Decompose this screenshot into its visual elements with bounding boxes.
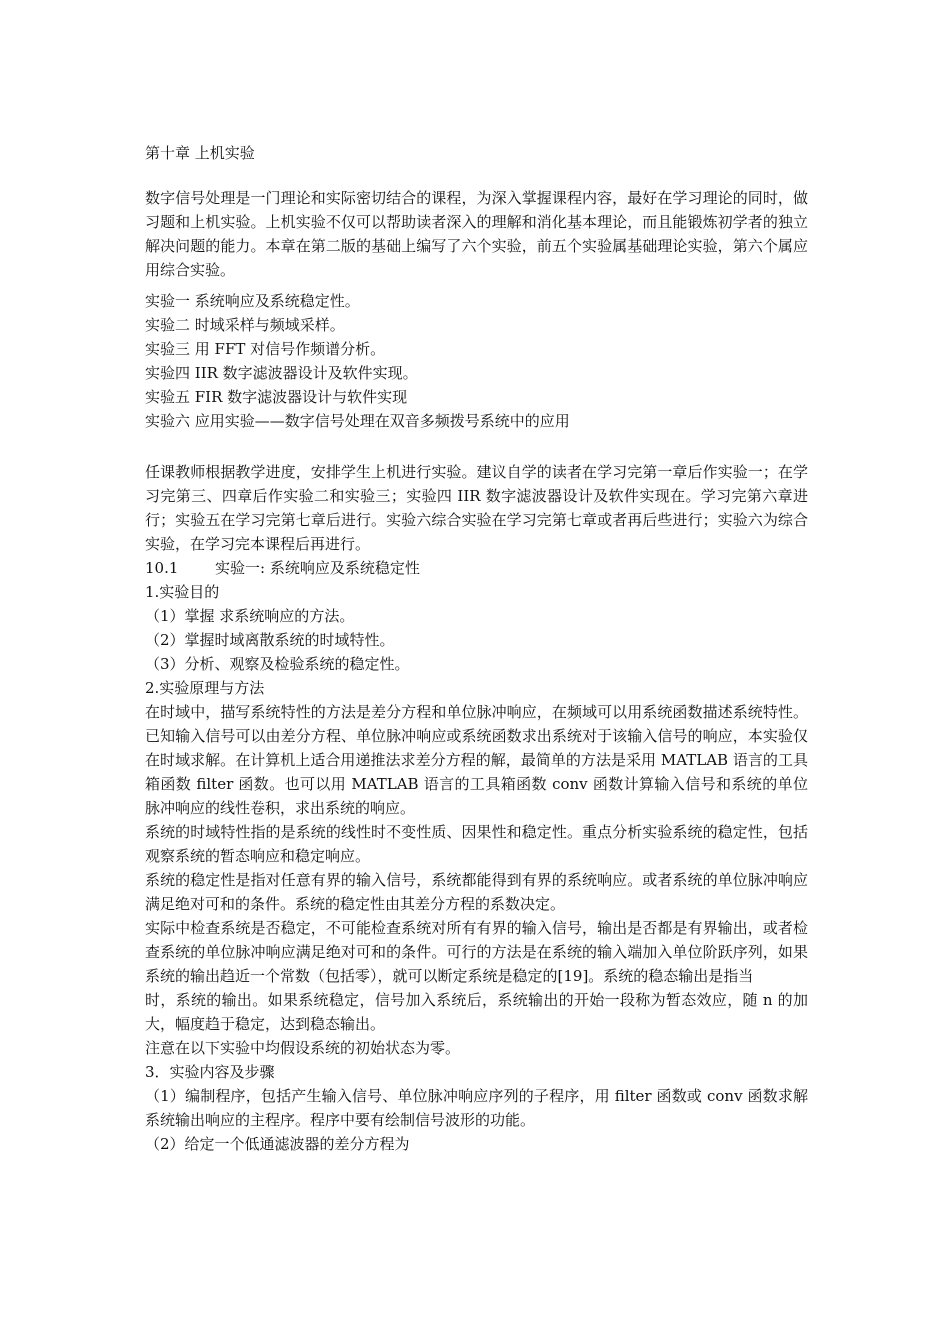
purpose-item: （2）掌握时域离散系统的时域特性。 xyxy=(145,631,395,649)
principle-paragraph: 时，系统的输出。如果系统稳定，信号加入系统后，系统输出的开始一段称为暂态效应，随 n 的加大，幅度趋于稳定，达到稳态输出。 xyxy=(145,991,808,1033)
section-number: 10.1 xyxy=(145,559,179,577)
experiment-list xyxy=(145,289,808,433)
chapter-title-block xyxy=(145,141,808,165)
purpose-item: （3）分析、观察及检验系统的稳定性。 xyxy=(145,655,410,673)
principle-paragraph: 在时域中，描写系统特性的方法是差分方程和单位脉冲响应，在频域可以用系统函数描述系统特性。已知输入信号可以由差分方程、单位脉冲响应或系统函数求出系统对于该输入信号的响应，本实验仅在时域求解。在计算机上适合用递推法求差分方程的解，最简单的方法是采用 MATLAB 语言的工具箱函数 filter 函数。也可以用 MATLAB 语言的工具箱函数 conv 函数计算输入信号和系统的单位脉冲响应的线性卷积，求出系统的响应。 xyxy=(145,703,808,817)
principle-heading: 2.实验原理与方法 xyxy=(145,679,265,697)
content-item: （2）给定一个低通滤波器的差分方程为 xyxy=(145,1135,410,1153)
content-heading: 3．实验内容及步骤 xyxy=(145,1063,275,1081)
main-body xyxy=(145,460,808,1156)
intro-block xyxy=(145,186,808,282)
principle-paragraph: 系统的稳定性是指对任意有界的输入信号，系统都能得到有界的系统响应。或者系统的单位脉冲响应满足绝对可和的条件。系统的稳定性由其差分方程的系数决定。 xyxy=(145,871,808,913)
intro-paragraph: 数字信号处理是一门理论和实际密切结合的课程，为深入掌握课程内容，最好在学习理论的同时，做习题和上机实验。上机实验不仅可以帮助读者深入的理解和消化基本理论，而且能锻炼初学者的独立解决问题的能力。本章在第二版的基础上编写了六个实验，前五个实验属基础理论实验，第六个属应用综合实验。 xyxy=(145,189,808,279)
purpose-item: （1）掌握 求系统响应的方法。 xyxy=(145,607,355,625)
experiment-item: 实验四 IIR 数字滤波器设计及软件实现。 xyxy=(145,364,418,382)
principle-paragraph: 系统的时域特性指的是系统的线性时不变性质、因果性和稳定性。重点分析实验系统的稳定性，包括观察系统的暂态响应和稳定响应。 xyxy=(145,823,808,865)
experiment-item: 实验五 FIR 数字滤波器设计与软件实现 xyxy=(145,388,408,406)
experiment-item: 实验六 应用实验——数字信号处理在双音多频拨号系统中的应用 xyxy=(145,412,570,430)
section-heading xyxy=(145,556,808,580)
section-title: 实验一: 系统响应及系统稳定性 xyxy=(215,559,420,577)
experiment-item: 实验一 系统响应及系统稳定性。 xyxy=(145,292,360,310)
principle-paragraph: 实际中检查系统是否稳定，不可能检查系统对所有有界的输入信号，输出是否都是有界输出，或者检查系统的单位脉冲响应满足绝对可和的条件。可行的方法是在系统的输入端加入单位阶跃序列，如果系统的输出趋近一个常数（包括零），就可以断定系统是稳定的[19]。系统的稳态输出是指当 xyxy=(145,919,808,985)
purpose-heading: 1.实验目的 xyxy=(145,583,220,601)
experiment-item: 实验二 时域采样与频域采样。 xyxy=(145,316,345,334)
principle-note: 注意在以下实验中均假设系统的初始状态为零。 xyxy=(145,1039,461,1057)
content-item: （1）编制程序，包括产生输入信号、单位脉冲响应序列的子程序，用 filter 函数或 conv 函数求解系统输出响应的主程序。程序中要有绘制信号波形的功能。 xyxy=(145,1087,808,1129)
chapter-title: 第十章 上机实验 xyxy=(145,144,255,162)
experiment-item: 实验三 用 FFT 对信号作频谱分析。 xyxy=(145,340,386,358)
schedule-paragraph: 任课教师根据教学进度，安排学生上机进行实验。建议自学的读者在学习完第一章后作实验一；在学习完第三、四章后作实验二和实验三；实验四 IIR 数字滤波器设计及软件实现在。学习完第六章进行；实验五在学习完第七章后进行。实验六综合实验在学习完第七章或者再后些进行；实验六为综合实验，在学习完本课程后再进行。 xyxy=(145,463,808,553)
